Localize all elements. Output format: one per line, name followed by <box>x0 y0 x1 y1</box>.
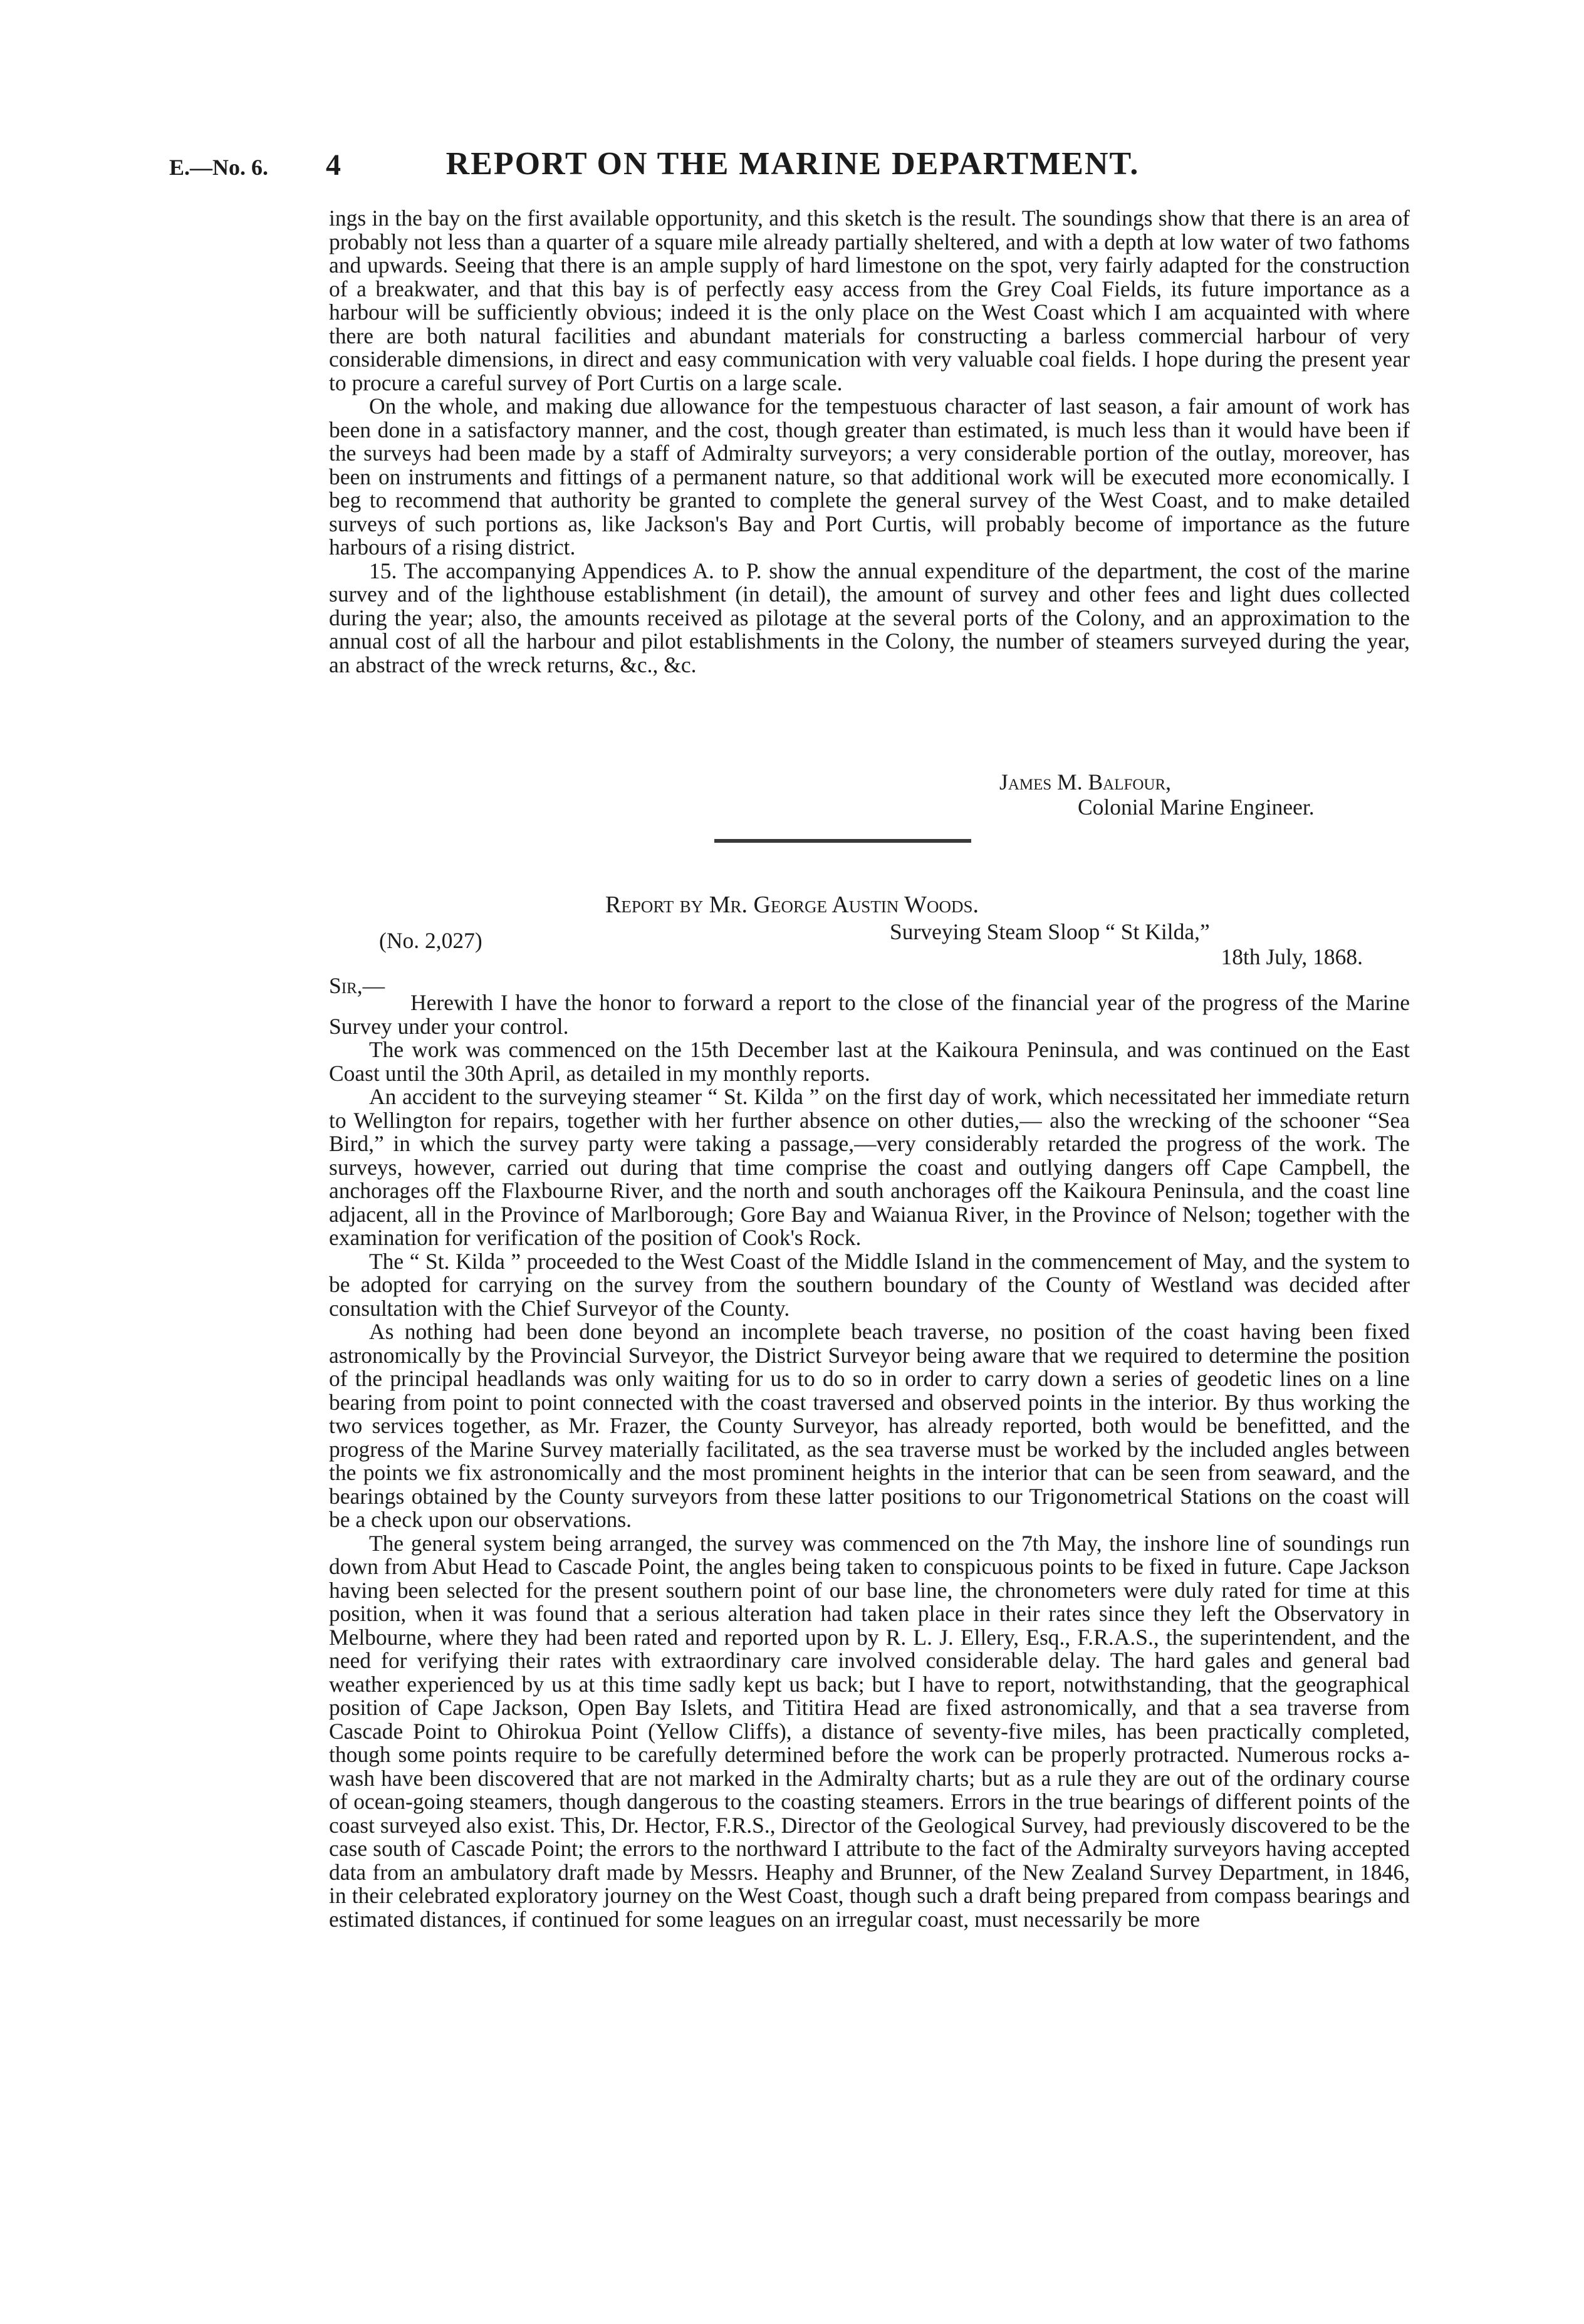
page-header <box>169 145 1416 189</box>
section-divider <box>714 839 971 843</box>
report-heading: Report by Mr. George Austin Woods. <box>605 892 979 918</box>
balfour-report-conclusion <box>329 207 1410 677</box>
salutation: Sir,— <box>329 973 385 998</box>
paragraph: ings in the bay on the first available opportunity, and this sketch is the result. The soundings show that there is an area of probably not less than a quarter of a square mile already partially sheltered, and with a depth at low water of two fathoms and upwards. Seeing that there is an ample supply of hard limestone on the spot, very fairly adapted for the construction of a breakwater, and that this bay is of perfectly easy access from the Grey Coal Fields, its future importance as a harbour will be sufficiently obvious; indeed it is the only place on the West Coast which I am acquainted with where there are both natural facilities and abundant materials for constructing a barless commercial harbour of very considerable dimensions, in direct and easy communication with very valuable coal fields. I hope during the present year to procure a careful survey of Port Curtis on a large scale. <box>329 206 1410 395</box>
paragraph: Herewith I have the honor to forward a report to the close of the financial year of the progress of the Marine Survey under your control. <box>329 990 1410 1039</box>
paragraph: An accident to the surveying steamer “ St. Kilda ” on the first day of work, which necessitated her immediate return to Wellington for repairs, together with her further absence on other duties,— also the wrecking of the schooner “Sea Bird,” in which the survey party were taking a passage,—very considerably retarded the progress of the work. The surveys, however, carried out during that time comprise the coast and outlying dangers off Cape Campbell, the anchorages off the Flaxbourne River, and the north and south anchorages off the Kaikoura Peninsula, and the coast line adjacent, all in the Province of Marlborough; Gore Bay and Waianua River, in the Province of Nelson; together with the examination for verification of the position of Cook's Rock. <box>329 1084 1410 1250</box>
signatory-title: Colonial Marine Engineer. <box>1078 795 1315 820</box>
document-reference: E.—No. 6. <box>169 155 269 180</box>
letter-reference-line <box>329 919 1363 969</box>
running-title: REPORT ON THE MARINE DEPARTMENT. <box>446 146 1140 182</box>
letter-date: 18th July, 1868. <box>1221 944 1363 969</box>
paragraph: On the whole, and making due allowance for the tempestuous character of last season, a fair amount of work has been done in a satisfactory manner, and the cost, though greater than estimated, is much less than it would have been if the surveys had been made by a staff of Admiralty surveyors; a very considerable portion of the outlay, moreover, has been on instruments and fittings of a permanent nature, so that additional work will be executed more economically. I beg to recommend that authority be granted to complete the general survey of the West Coast, and to make detailed surveys of such portions as, like Jackson's Bay and Port Curtis, will probably become of importance as the future harbours of a rising district. <box>329 393 1410 560</box>
page-number: 4 <box>326 149 341 182</box>
signature-block <box>999 769 1315 820</box>
paragraph: The general system being arranged, the survey was commenced on the 7th May, the inshore line of soundings run down from Abut Head to Cascade Point, the angles being taken to conspicuous points to be fixed in future. Cape Jackson having been selected for the present southern point of our base line, the chronometers were duly rated for time at this position, when it was found that a serious alteration had taken place in their rates since they left the Observatory in Melbourne, where they had been rated and reported upon by R. L. J. Ellery, Esq., F.R.A.S., the superintendent, and the need for verifying their rates with extraordinary care involved considerable delay. The hard gales and general bad weather experienced by us at this time sadly kept us back; but I have to report, notwithstanding, that the geographical position of Cape Jackson, Open Bay Islets, and Tititira Head are fixed astronomically, and that a sea traverse from Cascade Point to Ohirokua Point (Yellow Cliffs), a distance of seventy-five miles, has been practically completed, though some points require to be carefully determined before the work can be properly protracted. Numerous rocks a-wash have been discovered that are not marked in the Admiralty charts; but as a rule they are out of the ordinary course of ocean-going steamers, though dangerous to the coasting steamers. Errors in the true bearings of different points of the coast surveyed also exist. This, Dr. Hector, F.R.S., Director of the Geological Survey, had previously discovered to be the case south of Cascade Point; the errors to the northward I attribute to the fact of the Admiralty surveyors having accepted data from an ambulatory draft made by Messrs. Heaphy and Brunner, of the New Zealand Survey Department, in 1846, in their celebrated exploratory journey on the West Coast, though such a draft being prepared from compass bearings and estimated distances, if continued for some leagues on an irregular coast, must necessarily be more <box>329 1530 1410 1932</box>
paragraph: 15. The accompanying Appendices A. to P. show the annual expenditure of the department, the cost of the marine survey and of the lighthouse establishment (in detail), the amount of survey and other fees and light dues collected during the year; also, the amounts received as pilotage at the several ports of the Colony, and an approximation to the annual cost of all the harbour and pilot establishments in the Colony, the number of steamers surveyed during the year, an abstract of the wreck returns, &c., &c. <box>329 558 1410 677</box>
woods-report-body <box>329 991 1410 1931</box>
paragraph: The “ St. Kilda ” proceeded to the West Coast of the Middle Island in the commencement of May, and the system to be adopted for carrying on the survey from the southern boundary of the County of Westland was decided after consultation with the Chief Surveyor of the County. <box>329 1248 1410 1321</box>
ship-name: Surveying Steam Sloop “ St Kilda,” <box>890 919 1210 944</box>
paragraph: The work was commenced on the 15th December last at the Kaikoura Peninsula, and was continued on the East Coast until the 30th April, as detailed in my monthly reports. <box>329 1037 1410 1086</box>
signatory-name: James M. Balfour, <box>999 769 1172 795</box>
paragraph: As nothing had been done beyond an incomplete beach traverse, no position of the coast having been fixed astronomically by the Provincial Surveyor, the District Surveyor being aware that we required to determine the position of the principal headlands was only waiting for us to do so in order to carry down a series of geodetic lines on a line bearing from point to point connected with the coast traversed and observed points in the interior. By thus working the two services together, as Mr. Frazer, the County Surveyor, has already reported, both would be benefitted, and the progress of the Marine Survey materially facilitated, as the sea traverse must be worked by the included angles between the points we fix astronomically and the most prominent heights in the interior that can be seen from seaward, and the bearings obtained by the County surveyors from these latter positions to our Trigonometrical Stations on the coast will be a check upon our observations. <box>329 1319 1410 1532</box>
letter-number: (No. 2,027) <box>379 928 482 953</box>
